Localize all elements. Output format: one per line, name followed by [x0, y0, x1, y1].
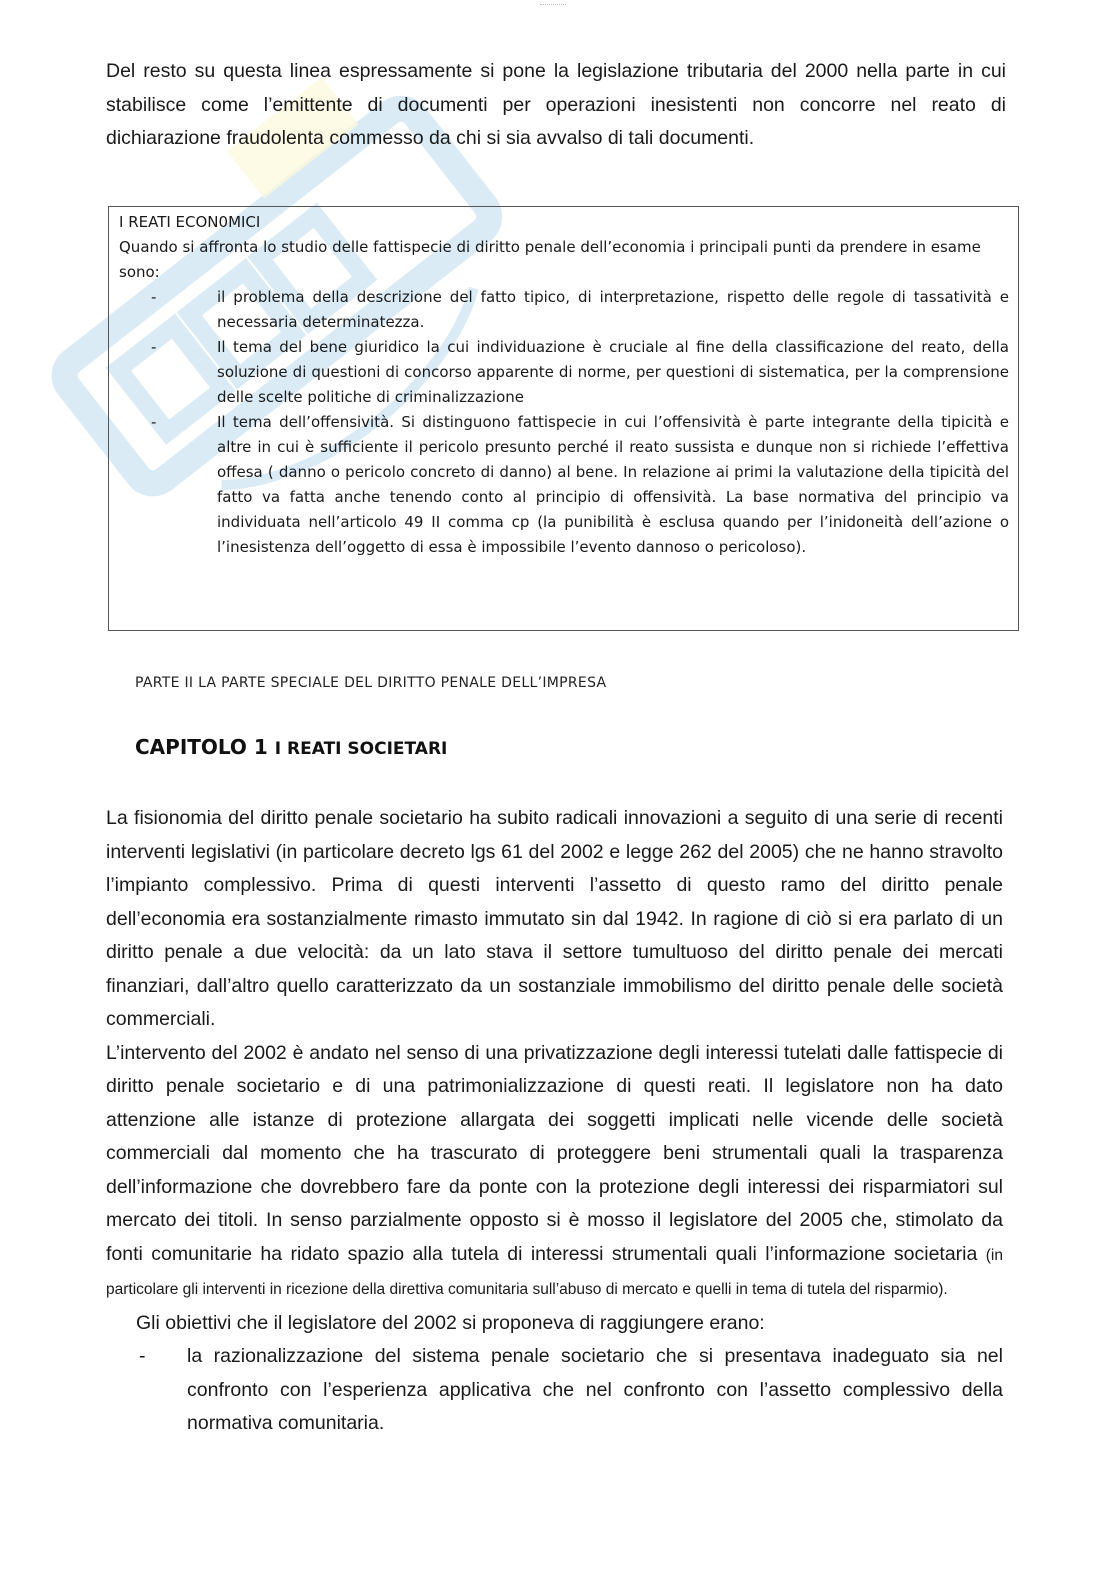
bullet-dash: - — [151, 338, 157, 356]
list-item — [119, 335, 1009, 410]
list-item-text: Il tema dell’offensività. Si distinguono fattispecie in cui l’offensività è parte integrante della tipicità e altre in cui è sufficiente il pericolo presunto perché il reato sussista e dunque non si richiede l’effettiva offesa ( danno o pericolo concreto di danno) al bene. In relazione ai primi la valutazione della tipicità del fatto va fatta anche tenendo conto al principio di offensività. La base normativa del principio va individuata nell’articolo 49 II comma cp (la punibilità è esclusa quando per l’inidoneità dell’azione o l’inesistenza dell’oggetto di essa è impossibile l’evento dannoso o pericoloso). — [217, 413, 1009, 556]
goals-intro: Gli obiettivi che il legislatore del 2002 si proponeva di raggiungere erano: — [136, 1311, 765, 1334]
box-list — [119, 285, 1009, 560]
economic-crimes-box — [108, 206, 1019, 631]
paragraph-2-main: L’intervento del 2002 è andato nel senso di una privatizzazione degli interessi tutelati dalle fattispecie di diritto penale societario e di una patrimonializzazione di questi reati. Il legislatore non ha dato attenzione alle istanze di protezione allargata dei soggetti implicati nelle vicende delle società commerciali dal momento che ha trascurato di proteggere beni strumentali quali la trasparenza dell’informazione che dovrebbero fare da ponte con la protezione degli interessi dei risparmiatori sul mercato dei titoli. In senso parzialmente opposto si è mosso il legislatore del 2005 che, stimolato da fonti comunitarie ha ridato spazio alla tutela di interessi strumentali quali l’informazione societaria — [106, 1041, 1003, 1265]
bullet-dash: - — [151, 288, 157, 306]
paragraph-1: La fisionomia del diritto penale societario ha subito radicali innovazioni a seguito di una serie di recenti interventi legislativi (in particolare decreto lgs 61 del 2002 e legge 262 del 2005) che ne hanno stravolto l’impianto complessivo. Prima di questi interventi l’assetto di questo ramo del diritto penale dell’economia era sostanzialmente rimasto immutato sin dal 1942. In ragione di ciò si era parlato di un diritto penale a due velocità: da un lato stava il settore tumultuoso del diritto penale dei mercati finanziari, dall’altro quello caratterizzato da un sostanziale immobilismo del diritto penale delle società commerciali. — [106, 807, 1003, 1030]
paragraph-2 — [106, 1037, 1003, 1307]
chapter-title: I REATI SOCIETARI — [274, 739, 448, 759]
box-intro: Quando si affronta lo studio delle fattispecie di diritto penale dell’economia i principali punti da prendere in esame sono: — [119, 238, 981, 281]
goals-list — [106, 1340, 1003, 1441]
bullet-dash: - — [151, 413, 157, 431]
list-item — [106, 1340, 1003, 1441]
chapter-number: CAPITOLO 1 — [135, 735, 268, 759]
paragraph-2-note: (in particolare gli interventi in ricezione della direttiva comunitaria sull’abuso di mercato e quelli in tema di tutela del risparmio). — [106, 1246, 1003, 1298]
chapter-body — [106, 802, 1003, 1441]
list-item-text: il problema della descrizione del fatto tipico, di interpretazione, rispetto delle regole di tassatività e necessaria determinatezza. — [217, 288, 1009, 331]
bullet-dash: - — [139, 1345, 146, 1367]
list-item — [119, 410, 1009, 560]
box-title: I REATI ECON0MICI — [119, 213, 261, 231]
chapter-heading — [135, 735, 447, 759]
intro-section — [106, 55, 1006, 156]
list-item-text: Il tema del bene giuridico la cui individuazione è cruciale al fine della classificazione del reato, della soluzione di questioni di concorso apparente di norme, per questioni di sistematica, per la comprensione delle scelte politiche di criminalizzazione — [217, 338, 1009, 406]
page-top-mark — [540, 0, 566, 5]
goal-text: la razionalizzazione del sistema penale societario che si presentava inadeguato sia nel confronto con l’esperienza applicativa che nel confronto con l’assetto complessivo della normativa comunitaria. — [187, 1345, 1003, 1434]
intro-paragraph: Del resto su questa linea espressamente si pone la legislazione tributaria del 2000 nella parte in cui stabilisce come l’emittente di documenti per operazioni inesistenti non concorre nel reato di dichiarazione fraudolenta commesso da chi si sia avvalso di tali documenti. — [106, 60, 1006, 149]
list-item — [119, 285, 1009, 335]
part-heading: PARTE II LA PARTE SPECIALE DEL DIRITTO PENALE DELL’IMPRESA — [135, 675, 607, 691]
